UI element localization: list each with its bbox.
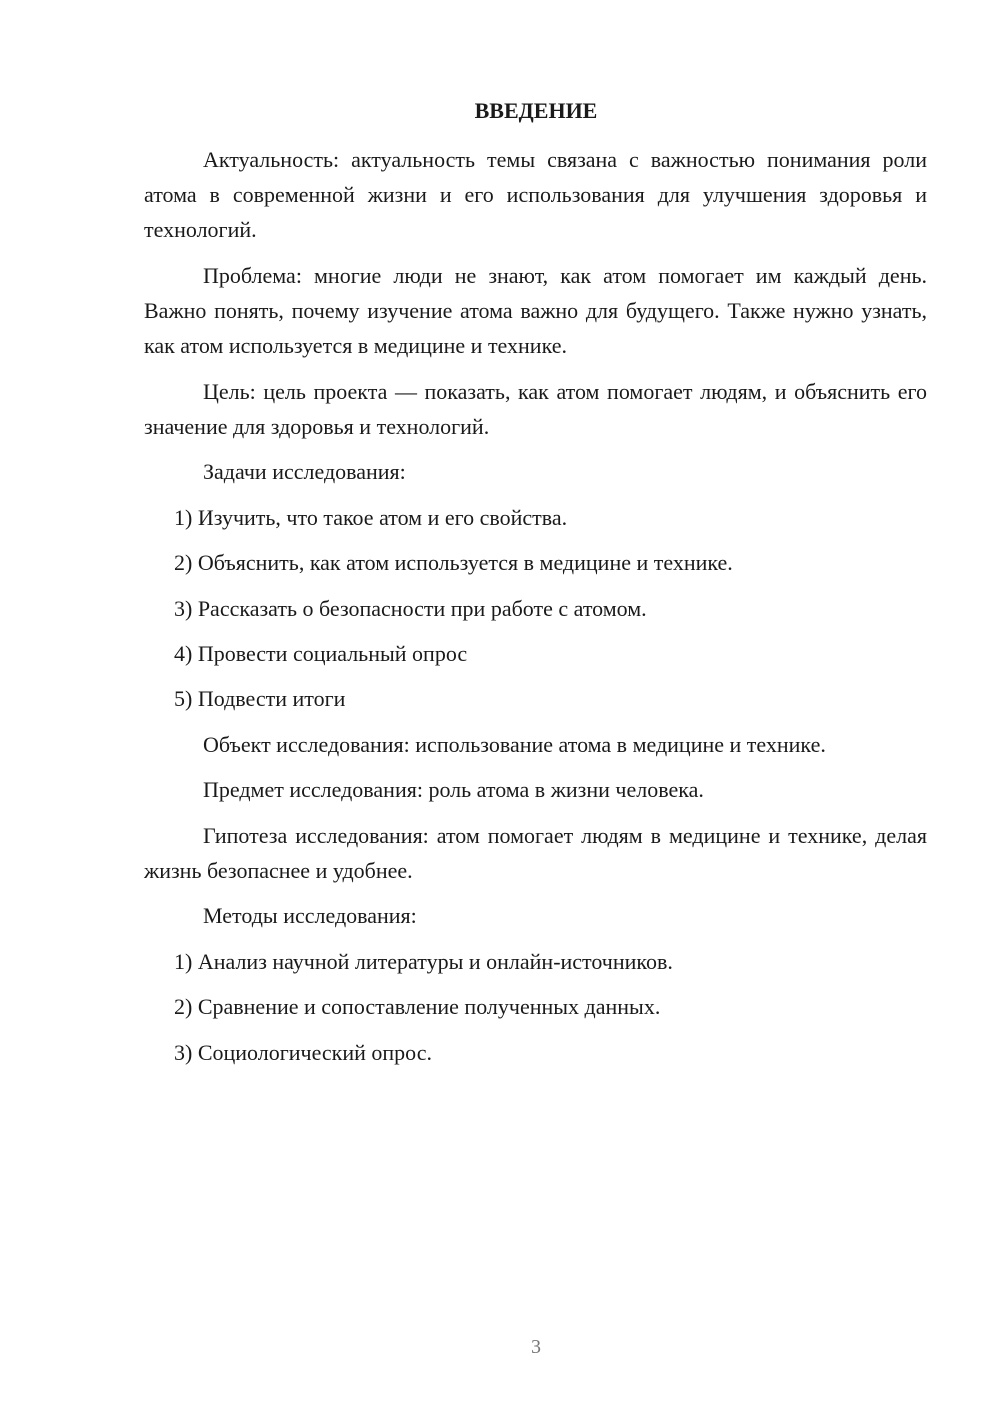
method-item: 3) Социологический опрос. (174, 1040, 432, 1065)
goal-paragraph: Цель: цель проекта — показать, как атом помогает людям, и объяснить его значение для здоровья и технологий. (144, 379, 927, 439)
method-item: 1) Анализ научной литературы и онлайн-источников. (174, 949, 673, 974)
task-item: 2) Объяснить, как атом используется в медицине и технике. (174, 550, 733, 575)
task-item: 3) Рассказать о безопасности при работе с атомом. (174, 596, 647, 621)
object-paragraph: Объект исследования: использование атома в медицине и технике. (203, 732, 826, 757)
methods-heading: Методы исследования: (203, 903, 417, 928)
subject-paragraph: Предмет исследования: роль атома в жизни человека. (203, 777, 704, 802)
task-item: 5) Подвести итоги (174, 686, 346, 711)
page-title: ВВЕДЕНИЕ (474, 98, 598, 123)
tasks-heading: Задачи исследования: (203, 459, 406, 484)
hypothesis-paragraph: Гипотеза исследования: атом помогает людям в медицине и технике, делая жизнь безопаснее и удобнее. (144, 823, 927, 883)
method-item: 2) Сравнение и сопоставление полученных данных. (174, 994, 661, 1019)
relevance-paragraph: Актуальность: актуальность темы связана с важностью понимания роли атома в современной жизни и его использования для улучшения здоровья и технологий. (144, 147, 927, 242)
page-number: 3 (531, 1336, 541, 1358)
problem-paragraph: Проблема: многие люди не знают, как атом помогает им каждый день. Важно понять, почему изучение атома важно для будущего. Также нужно узнать, как атом используется в медицине и технике. (144, 263, 927, 358)
task-item: 1) Изучить, что такое атом и его свойства. (174, 505, 568, 530)
task-item: 4) Провести социальный опрос (174, 641, 468, 666)
